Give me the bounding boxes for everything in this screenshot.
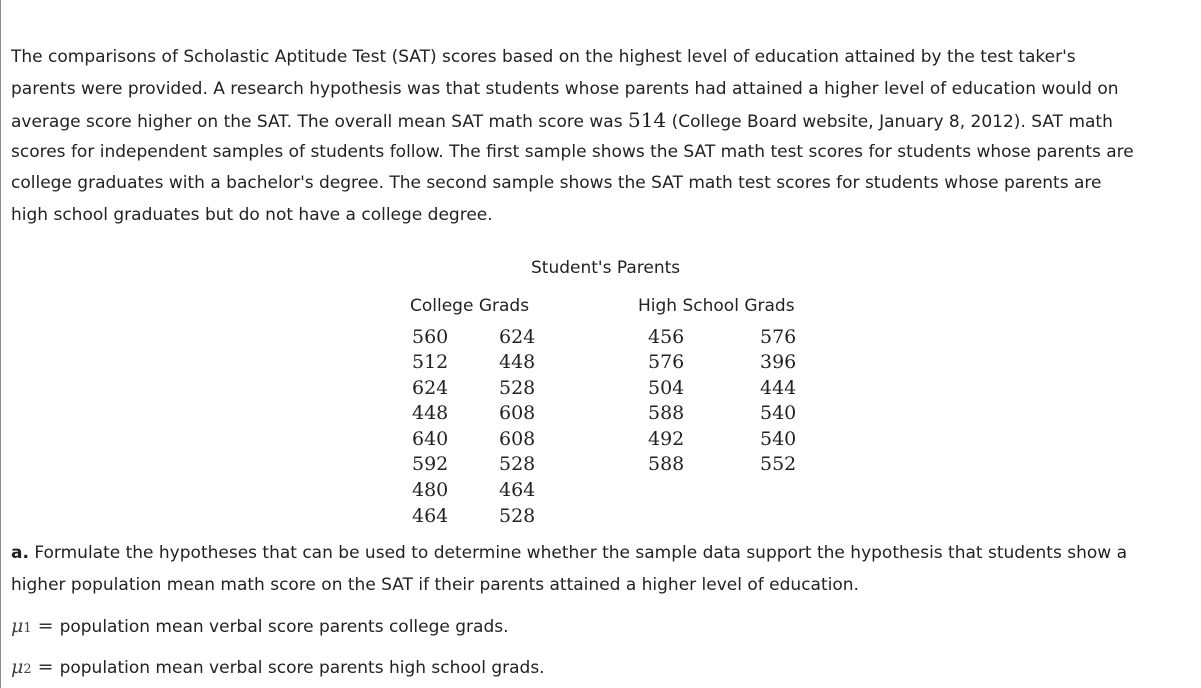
high-school-grads-header: High School Grads xyxy=(638,296,795,316)
table-cell: 464 xyxy=(412,505,449,527)
table-caption: Student's Parents xyxy=(531,258,681,278)
intro-line-5: college graduates with a bachelor's degree. The second sample shows the SAT math test scores for students whose parents are xyxy=(11,173,1102,193)
table-cell: 576 xyxy=(648,351,685,373)
table-cell: 480 xyxy=(412,479,449,501)
equals-sign: = xyxy=(37,656,54,678)
table-cell: 444 xyxy=(760,377,797,399)
mu1-definition xyxy=(11,614,509,641)
table-cell: 528 xyxy=(499,453,536,475)
table-cell: 448 xyxy=(412,402,449,424)
table-cell: 608 xyxy=(499,402,536,424)
table-cell: 576 xyxy=(760,326,797,348)
question-a-text-1: Formulate the hypotheses that can be used to determine whether the sample data support the hypothesis that students show a xyxy=(28,543,1127,563)
table-cell: 464 xyxy=(499,479,536,501)
table-cell: 448 xyxy=(499,351,536,373)
intro-line-1: The comparisons of Scholastic Aptitude Test (SAT) scores based on the highest level of education attained by the test taker's xyxy=(11,47,1076,67)
mu2-subscript: 2 xyxy=(23,662,32,677)
intro-line-3-start: average score higher on the SAT. The overall mean SAT math score was xyxy=(11,112,628,132)
table-cell: 456 xyxy=(648,326,685,348)
table-cell: 640 xyxy=(412,428,449,450)
table-cell: 396 xyxy=(760,351,797,373)
table-cell: 592 xyxy=(412,453,449,475)
mu-symbol: μ xyxy=(11,656,24,678)
equals-sign: = xyxy=(37,615,54,637)
intro-line-4: scores for independent samples of students follow. The first sample shows the SAT math test scores for students whose parents are xyxy=(11,141,1134,162)
table-cell: 512 xyxy=(412,351,449,373)
intro-line-2: parents were provided. A research hypothesis was that students whose parents had attained a higher level of education would on xyxy=(11,78,1119,99)
table-cell: 492 xyxy=(648,428,685,450)
table-cell: 540 xyxy=(760,402,797,424)
table-cell: 624 xyxy=(412,377,449,399)
table-cell: 504 xyxy=(648,377,685,399)
mu2-definition xyxy=(11,655,545,682)
table-cell: 588 xyxy=(648,453,685,475)
mu-symbol: μ xyxy=(11,615,24,637)
mu1-subscript: 1 xyxy=(23,621,32,636)
table-cell: 588 xyxy=(648,402,685,424)
table-cell: 560 xyxy=(412,326,449,348)
table-cell: 552 xyxy=(760,453,797,475)
question-a xyxy=(11,537,1201,601)
mu1-text: population mean verbal score parents college grads. xyxy=(59,617,509,637)
question-a-line-2: higher population mean math score on the SAT if their parents attained a higher level of education. xyxy=(11,575,859,595)
intro-line-6: high school graduates but do not have a college degree. xyxy=(11,204,493,225)
college-grads-header: College Grads xyxy=(410,296,530,316)
table-cell: 528 xyxy=(499,377,536,399)
mu2-text: population mean verbal score parents high school grads. xyxy=(59,658,545,678)
question-a-label: a. xyxy=(11,543,29,563)
table-cell: 608 xyxy=(499,428,536,450)
intro-line-3-end: (College Board website, January 8, 2012). SAT math xyxy=(666,112,1113,132)
table-cell: 528 xyxy=(499,505,536,527)
question-a-line-1 xyxy=(11,537,1201,569)
table-cell: 624 xyxy=(499,326,536,348)
table-cell: 540 xyxy=(760,428,797,450)
overall-mean-value: 514 xyxy=(627,108,667,132)
